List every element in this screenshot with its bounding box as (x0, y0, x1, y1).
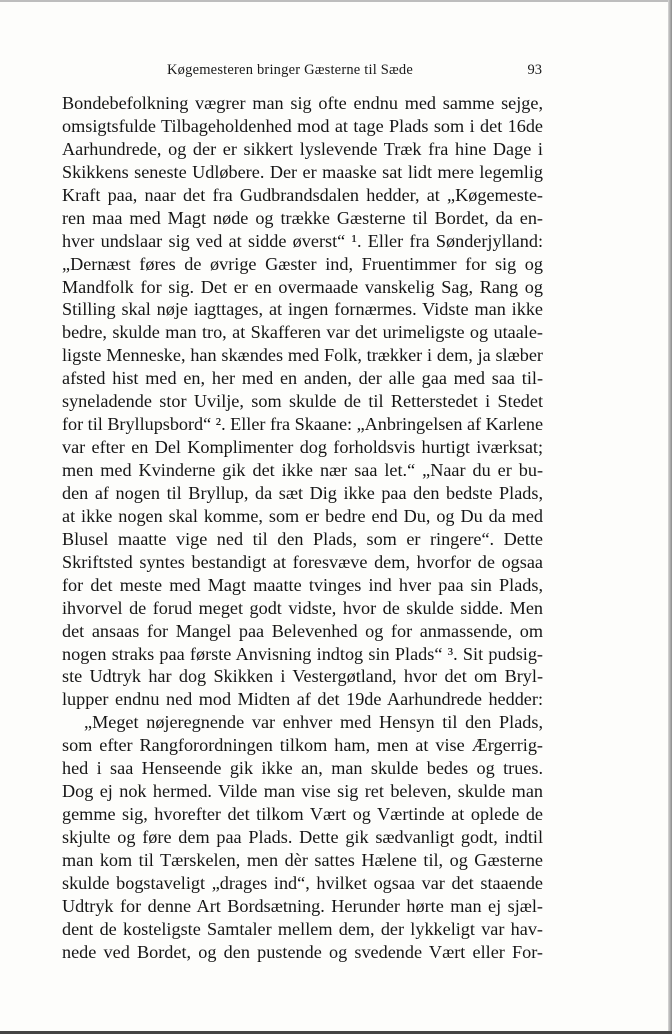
page-number: 93 (527, 62, 542, 78)
text-line: ihvorvel de forud meget godt vidste, hvor de skulde sidde. Men (62, 597, 543, 618)
text-line: bedre, skulde man tro, at Skafferen var det urimeligste og utaale- (62, 322, 543, 343)
text-line: skjulte og føre dem paa Plads. Dette gik sædvanligt godt, indtil (62, 827, 543, 847)
text-line: hver undslaar sig ved at sidde øverst“ ¹. Eller fra Sønderjylland: (62, 230, 543, 251)
text-line: det ansaas for Mangel paa Belevenhed og for anmassende, om (62, 620, 543, 641)
text-line: Skriftsted syntes bestandigt at foresvæve dem, hvorfor de ogsaa (62, 551, 543, 572)
text-line: syneladende stor Uvilje, som skulde de til Retterstedet i Stedet (62, 391, 543, 412)
text-line: afsted hist med en, her med en anden, der alle gaa med saa til- (62, 368, 543, 389)
body-text (62, 92, 543, 964)
text-line: at ikke nogen skal komme, som er bedre end Du, og Du da med (62, 505, 543, 526)
text-line: for til Bryllupsbord“ ². Eller fra Skaane: „Anbringelsen af Karlene (62, 414, 543, 435)
text-line: Blusel maatte vige ned til den Plads, som er ringere“. Dette (62, 528, 543, 549)
text-line: Aarhundrede, og der er sikkert lyslevende Træk fra hine Dage i (62, 138, 543, 159)
text-line: nogen straks paa første Anvisning indtog sin Plads“ ³. Sit pudsig- (62, 643, 543, 664)
text-line: ligste Menneske, han skændes med Folk, trækker i dem, ja slæber (62, 345, 543, 366)
text-line: Bondebefolkning vægrer man sig ofte endnu med samme sejge, (62, 93, 543, 113)
text-line: Udtryk for denne Art Bordsætning. Herunder hørte man ej sjæl- (62, 895, 543, 916)
text-line: Dog ej nok hermed. Vilde man vise sig ret beleven, skulde man (62, 781, 543, 802)
text-line: Skikkens seneste Udløbere. Der er maaske sat lidt mere legemlig (62, 161, 543, 182)
text-line: nede ved Bordet, og den pustende og svedende Vært eller For- (62, 941, 543, 962)
text-line: Mandfolk for sig. Det er en overmaade vanskelig Sag, Rang og (62, 276, 543, 297)
page-top-edge (0, 0, 672, 2)
text-line: for det meste med Magt maatte tvinges ind hver paa sin Plads, (62, 574, 543, 595)
text-line: „Dernæst føres de øvrige Gæster ind, Fruentimmer for sig og (62, 253, 543, 274)
text-line: „Meget nøjeregnende var enhver med Hensyn til den Plads, (84, 712, 543, 733)
page-right-edge (668, 0, 672, 1034)
text-line: ste Udtryk har dog Skikken i Vestergøtland, hvor det om Bryl- (62, 666, 543, 687)
text-line: gemme sig, hvorefter det tilkom Vært og Værtinde at oplede de (62, 804, 543, 825)
text-line: men med Kvinderne gik det ikke nær saa let.“ „Naar du er bu- (62, 460, 543, 480)
running-header (62, 62, 542, 82)
running-title: Køgemesteren bringer Gæsterne til Sæde (167, 62, 413, 78)
text-line: lupper endnu ned mod Midten af det 19de Aarhundrede hedder: (62, 689, 543, 710)
text-line: var efter en Del Komplimenter dog forholdsvis hurtigt iværksat; (62, 437, 543, 458)
text-line: omsigtsfulde Tilbageholdenhed mod at tage Plads som i det 16de (62, 115, 543, 136)
text-line: hed i saa Henseende gik ikke an, man skulde bedes og trues. (62, 758, 543, 779)
text-line: Stilling skal nøje iagttages, at ingen fornærmes. Vidste man ikke (62, 299, 543, 320)
text-line: den af nogen til Bryllup, da sæt Dig ikke paa den bedste Plads, (62, 482, 543, 503)
text-line: som efter Rangforordningen tilkom ham, men at vise Ærgerrig- (62, 735, 543, 756)
text-line: man kom til Tærskelen, men dèr sattes Hælene til, og Gæsterne (62, 849, 543, 870)
text-line: dent de kosteligste Samtaler mellem dem, der lykkeligt var hav- (62, 918, 543, 939)
text-line: skulde bogstaveligt „drages ind“, hvilket ogsaa var det staaende (62, 872, 543, 893)
text-line: ren maa med Magt nøde og trække Gæsterne til Bordet, da en- (62, 207, 543, 228)
text-line: Kraft paa, naar det fra Gudbrandsdalen hedder, at „Køgemeste- (62, 184, 543, 205)
